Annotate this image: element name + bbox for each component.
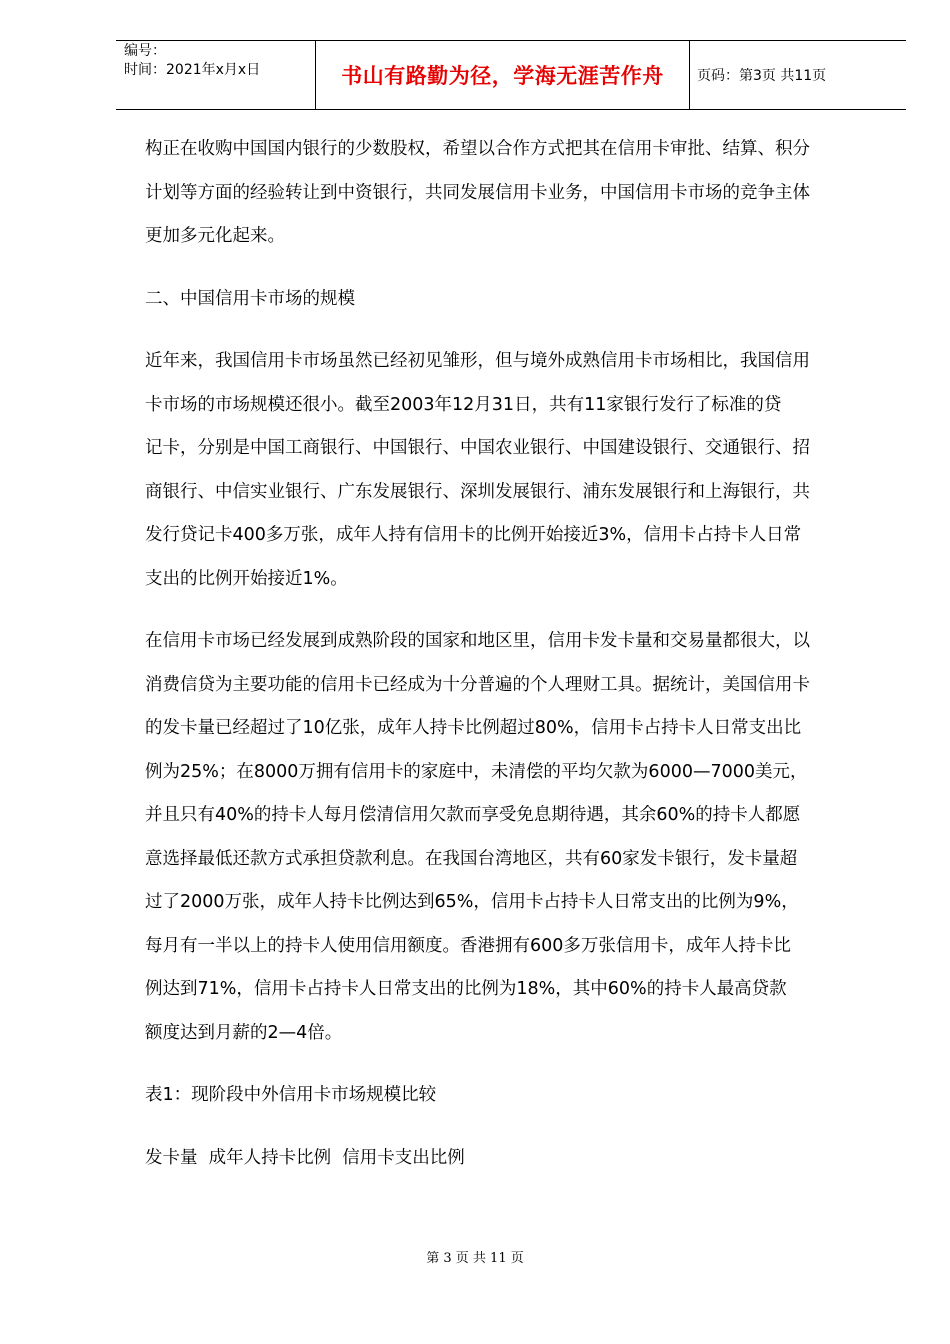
text-line: 支出的比例开始接近1%。 bbox=[145, 568, 348, 589]
header-motto: 书山有路勤为径，学海无涯苦作舟 bbox=[315, 41, 690, 109]
text-line: 商银行、中信实业银行、广东发展银行、深圳发展银行、浦东发展银行和上海银行，共 bbox=[145, 481, 810, 502]
text-line: 计划等方面的经验转让到中资银行，共同发展信用卡业务，中国信用卡市场的竞争主体 bbox=[145, 182, 810, 203]
text-line: 卡市场的市场规模还很小。截至2003年12月31日，共有11家银行发行了标准的贷 bbox=[145, 394, 782, 415]
text-line: 二、中国信用卡市场的规模 bbox=[145, 288, 355, 309]
document-number-label: 编号： bbox=[124, 43, 166, 59]
document-body bbox=[145, 128, 875, 1180]
text-line: 例达到71%，信用卡占持卡人日常支出的比例为18%，其中60%的持卡人最高贷款 bbox=[145, 979, 787, 999]
page-header bbox=[116, 40, 906, 110]
text-line: 消费信贷为主要功能的信用卡已经成为十分普遍的个人理财工具。据统计，美国信用卡 bbox=[145, 674, 810, 695]
header-meta bbox=[116, 41, 314, 109]
document-time-label: 时间：2021年x月x日 bbox=[124, 62, 261, 78]
header-page-info: 页码：第3页 共11页 bbox=[697, 68, 827, 84]
text-line: 意选择最低还款方式承担贷款利息。在我国台湾地区，共有60家发卡银行，发卡量超 bbox=[145, 848, 798, 869]
text-line: 发行贷记卡400多万张，成年人持有信用卡的比例开始接近3%，信用卡占持卡人日常 bbox=[145, 525, 802, 545]
page-footer: 第 3 页 共 11 页 bbox=[426, 1251, 524, 1266]
paragraph bbox=[145, 620, 875, 1055]
text-line: 更加多元化起来。 bbox=[145, 226, 285, 246]
text-line: 额度达到月薪的2—4倍。 bbox=[145, 1022, 343, 1043]
paragraph bbox=[145, 340, 875, 601]
text-line: 过了2000万张，成年人持卡比例达到65%，信用卡占持卡人日常支出的比例为9%， bbox=[145, 892, 799, 912]
text-line: 每月有一半以上的持卡人使用信用额度。香港拥有600多万张信用卡，成年人持卡比 bbox=[145, 935, 791, 956]
text-line: 近年来，我国信用卡市场虽然已经初见雏形，但与境外成熟信用卡市场相比，我国信用 bbox=[145, 351, 810, 371]
table-caption bbox=[145, 1074, 875, 1118]
text-line: 构正在收购中国国内银行的少数股权，希望以合作方式把其在信用卡审批、结算、积分 bbox=[145, 139, 810, 159]
text-line: 并且只有40%的持卡人每月偿清信用欠款而享受免息期待遇，其余60%的持卡人都愿 bbox=[145, 805, 801, 825]
text-line: 的发卡量已经超过了10亿张，成年人持卡比例超过80%，信用卡占持卡人日常支出比 bbox=[145, 718, 802, 738]
text-line: 发卡量 成年人持卡比例 信用卡支出比例 bbox=[145, 1147, 465, 1168]
text-line: 表1：现阶段中外信用卡市场规模比较 bbox=[145, 1085, 437, 1105]
text-line: 记卡，分别是中国工商银行、中国银行、中国农业银行、中国建设银行、交通银行、招 bbox=[145, 438, 810, 458]
text-line: 在信用卡市场已经发展到成熟阶段的国家和地区里，信用卡发卡量和交易量都很大，以 bbox=[145, 631, 810, 651]
text-line: 例为25%；在8000万拥有信用卡的家庭中，未清偿的平均欠款为6000—7000美元， bbox=[145, 761, 808, 782]
table-header-row bbox=[145, 1137, 875, 1181]
paragraph bbox=[145, 128, 875, 259]
section-heading bbox=[145, 278, 875, 322]
